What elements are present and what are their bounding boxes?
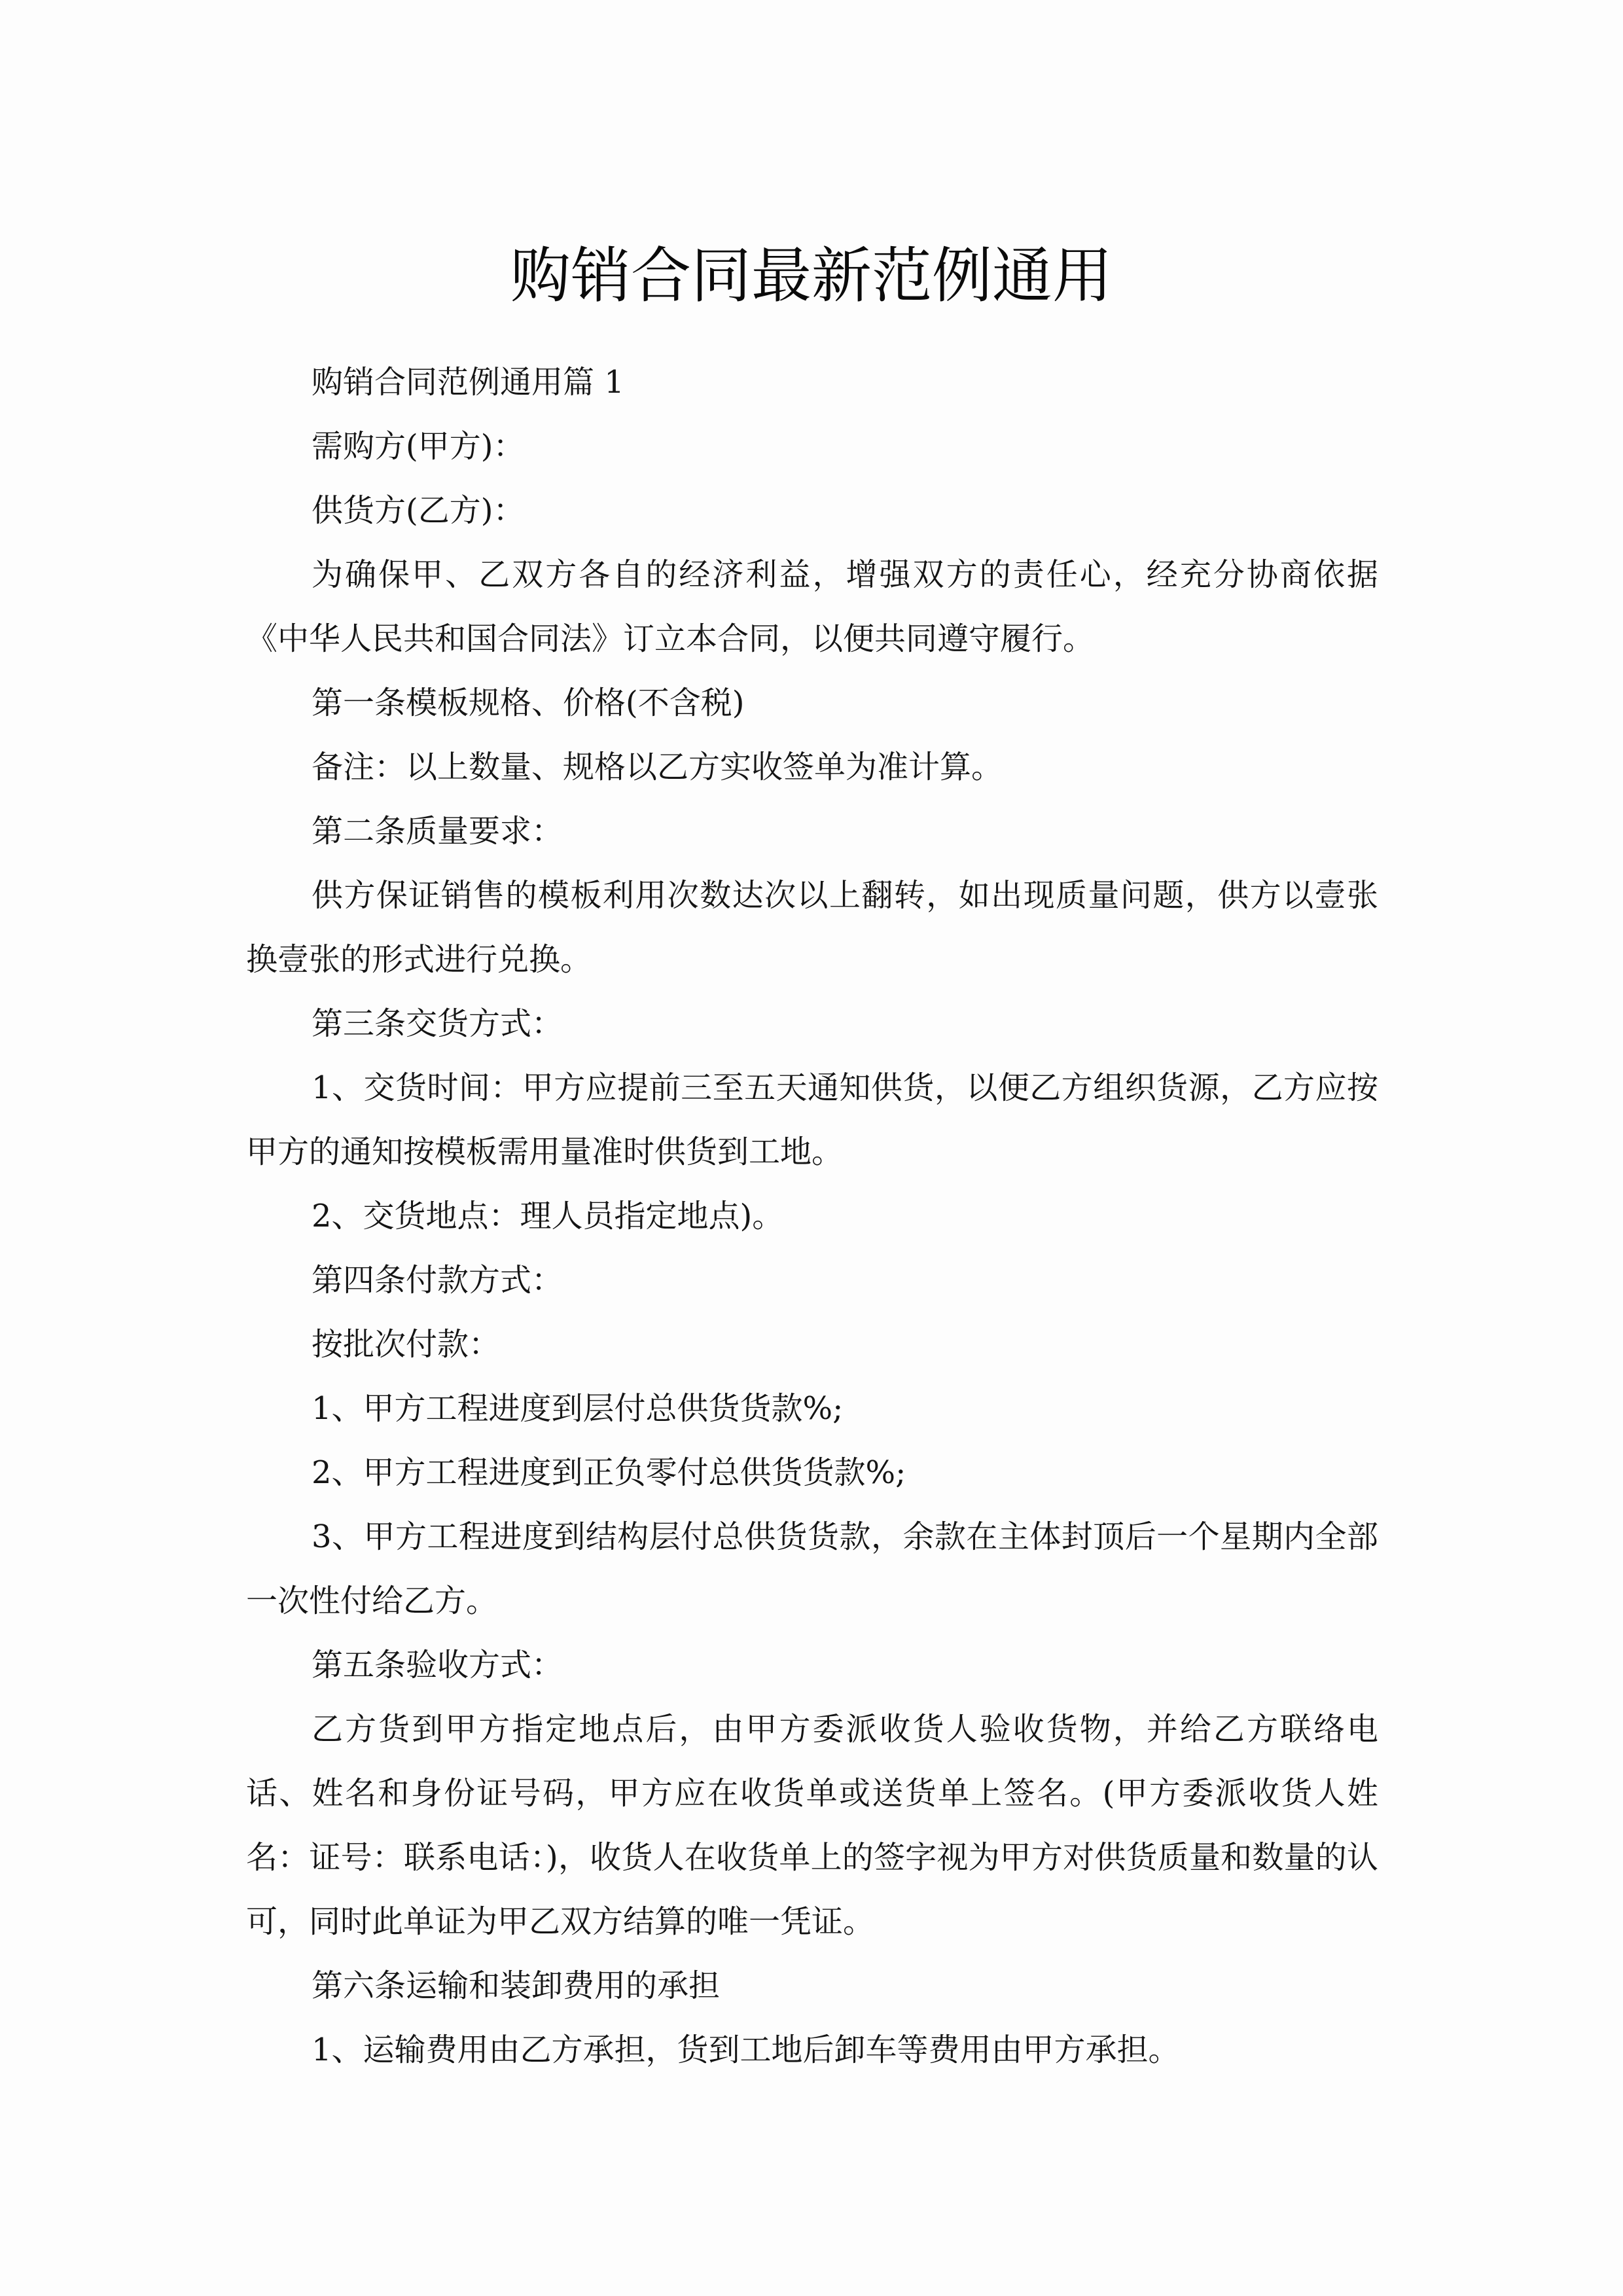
document-title: 购销合同最新范例通用 bbox=[510, 240, 1113, 311]
article-3-item-1: 1、交货时间：甲方应提前三至五天通知供货，以便乙方组织货源，乙方应按甲方的通知按模板需用量准时供货到工地。 bbox=[246, 1069, 1378, 1170]
article-4-item-1: 1、甲方工程进度到层付总供货货款%; bbox=[312, 1390, 844, 1427]
article-4-item-2: 2、甲方工程进度到正负零付总供货货款%; bbox=[312, 1454, 906, 1491]
preamble-paragraph: 为确保甲、乙双方各自的经济利益，增强双方的责任心，经充分协商依据《中华人民共和国合同法》订立本合同，以便共同遵守履行。 bbox=[246, 556, 1378, 657]
supplier-party-label: 供货方(乙方)： bbox=[312, 492, 525, 529]
document-body bbox=[246, 350, 1378, 2082]
article-4-heading: 第四条付款方式： bbox=[312, 1262, 563, 1299]
article-5-heading: 第五条验收方式： bbox=[312, 1647, 563, 1683]
article-2-heading: 第二条质量要求： bbox=[312, 813, 563, 850]
article-3-item-2: 2、交货地点：理人员指定地点)。 bbox=[312, 1198, 784, 1234]
section-heading: 购销合同范例通用篇 1 bbox=[312, 364, 624, 401]
article-6-item-1: 1、运输费用由乙方承担，货到工地后卸车等费用由甲方承担。 bbox=[312, 2032, 1180, 2068]
article-4-item-3: 3、甲方工程进度到结构层付总供货货款，余款在主体封顶后一个星期内全部一次性付给乙方。 bbox=[246, 1518, 1378, 1619]
article-3-heading: 第三条交货方式： bbox=[312, 1005, 563, 1042]
article-6-heading: 第六条运输和装卸费用的承担 bbox=[312, 1967, 721, 2004]
article-4-subheading: 按批次付款： bbox=[312, 1326, 501, 1363]
article-1-heading: 第一条模板规格、价格(不含税) bbox=[312, 685, 745, 721]
article-5-body: 乙方货到甲方指定地点后，由甲方委派收货人验收货物，并给乙方联络电话、姓名和身份证号码，甲方应在收货单或送货单上签名。(甲方委派收货人姓名：证号：联系电话：)，收货人在收货单上的签字视为甲方对供货质量和数量的认可，同时此单证为甲乙双方结算的唯一凭证。 bbox=[246, 1711, 1378, 1940]
article-1-note: 备注：以上数量、规格以乙方实收签单为准计算。 bbox=[312, 749, 1003, 785]
buyer-party-label: 需购方(甲方)： bbox=[312, 428, 525, 465]
article-2-body: 供方保证销售的模板利用次数达次以上翻转，如出现质量问题，供方以壹张换壹张的形式进行兑换。 bbox=[246, 877, 1378, 978]
